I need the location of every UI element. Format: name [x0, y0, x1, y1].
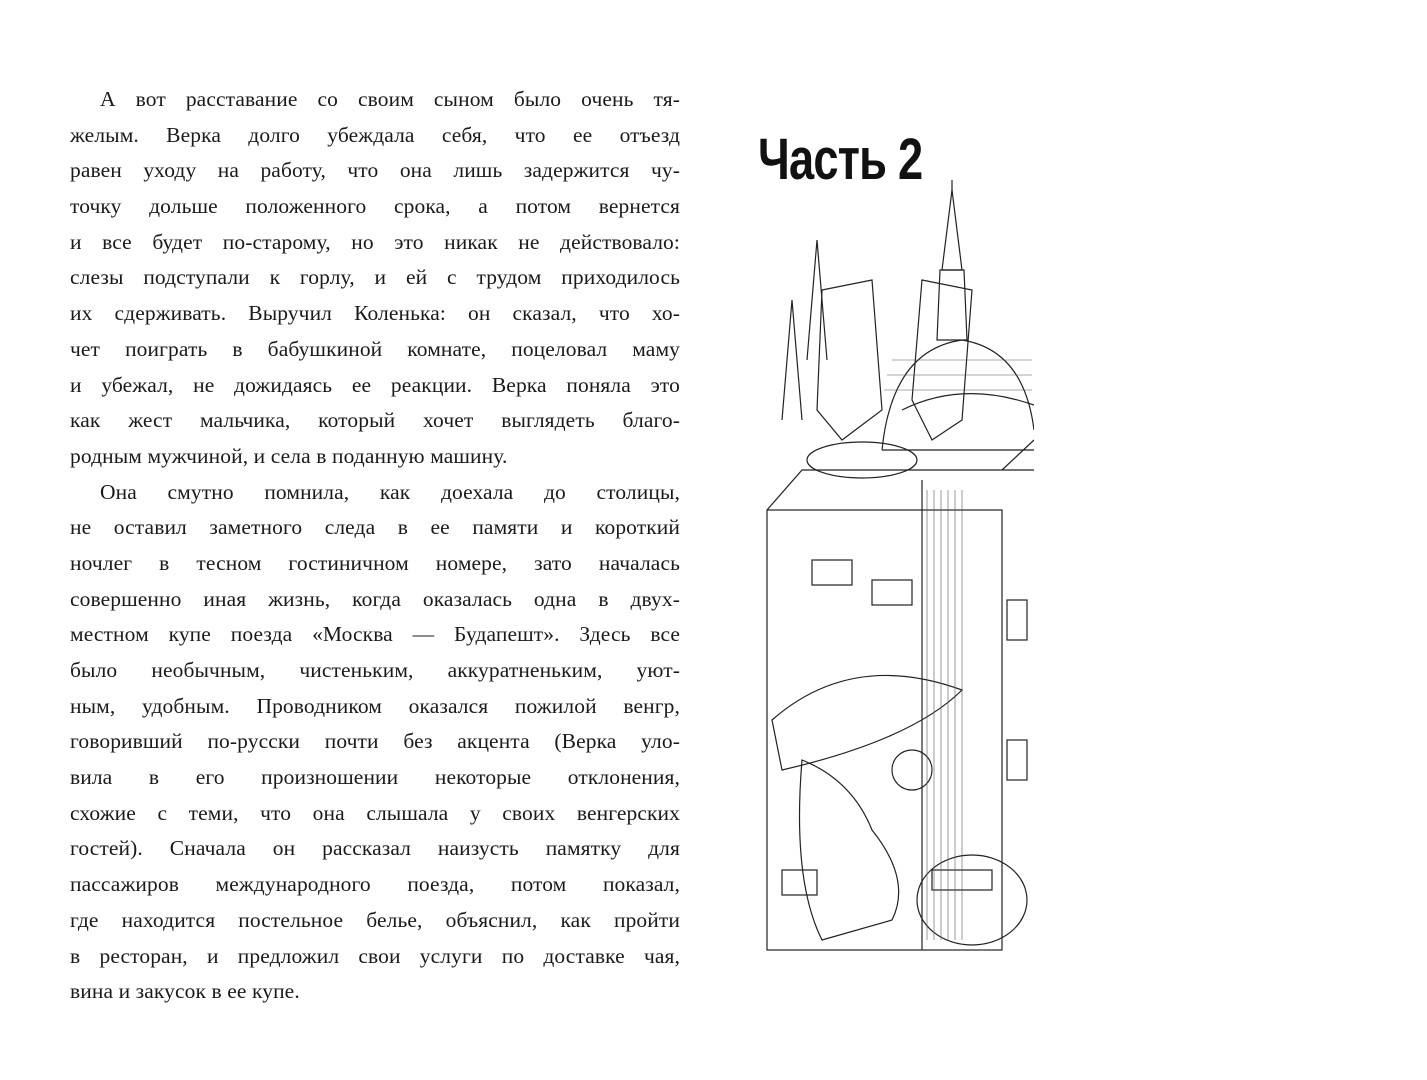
- text-line: слезы подступали к горлу, и ей с трудом приходилось: [70, 265, 680, 290]
- text-line: и все будет по-старому, но это никак не действовало:: [70, 229, 680, 254]
- text-line: совершенно иная жизнь, когда оказалась одна в двух-: [70, 586, 680, 611]
- text-line: точку дольше положенного срока, а потом вернется: [70, 194, 680, 219]
- text-line: равен уходу на работу, что она лишь задержится чу-: [70, 158, 680, 183]
- text-line: не оставил заметного следа в ее памяти и короткий: [70, 515, 680, 540]
- paragraph-1: [70, 82, 680, 475]
- text-line: в ресторан, и предложил свои услуги по доставке чая,: [70, 943, 680, 968]
- text-line: чет поиграть в бабушкиной комнате, поцеловал маму: [70, 336, 680, 361]
- text-line: их сдерживать. Выручил Коленька: он сказал, что хо-: [70, 301, 680, 326]
- text-line: ным, удобным. Проводником оказался пожилой венгр,: [70, 693, 680, 718]
- text-line: ночлег в тесном гостиничном номере, зато началась: [70, 550, 680, 575]
- text-line: как жест мальчика, который хочет выглядеть благо-: [70, 408, 680, 433]
- left-page-text: [70, 82, 680, 1010]
- text-line: родным мужчиной, и села в поданную машину.: [70, 443, 508, 468]
- text-line: вина и закусок в ее купе.: [70, 979, 300, 1004]
- paragraph-2: [70, 475, 680, 1010]
- text-line: и убежал, не дожидаясь ее реакции. Верка поняла это: [70, 372, 680, 397]
- chapter-heading: Часть 2: [758, 127, 923, 192]
- text-line: говоривший по-русски почти без акцента (Верка уло-: [70, 729, 680, 754]
- text-line: вила в его произношении некоторые отклонения,: [70, 765, 680, 790]
- text-line: местном купе поезда «Москва — Будапешт». Здесь все: [70, 622, 680, 647]
- text-line: было необычным, чистеньким, аккуратненьким, уют-: [70, 658, 680, 682]
- text-line: где находится постельное белье, объяснил, как пройти: [70, 907, 680, 932]
- text-line: гостей). Сначала он рассказал наизусть памятку для: [70, 836, 680, 861]
- chapter-illustration: [762, 180, 1034, 960]
- text-line: схожие с теми, что она слышала у своих венгерских: [70, 800, 680, 825]
- text-line: пассажиров международного поезда, потом показал,: [70, 872, 680, 897]
- text-line: Она смутно помнила, как доехала до столицы,: [100, 479, 680, 504]
- text-line: А вот расставание со своим сыном было очень тя-: [100, 87, 680, 111]
- text-line: желым. Верка долго убеждала себя, что ее отъезд: [70, 122, 680, 147]
